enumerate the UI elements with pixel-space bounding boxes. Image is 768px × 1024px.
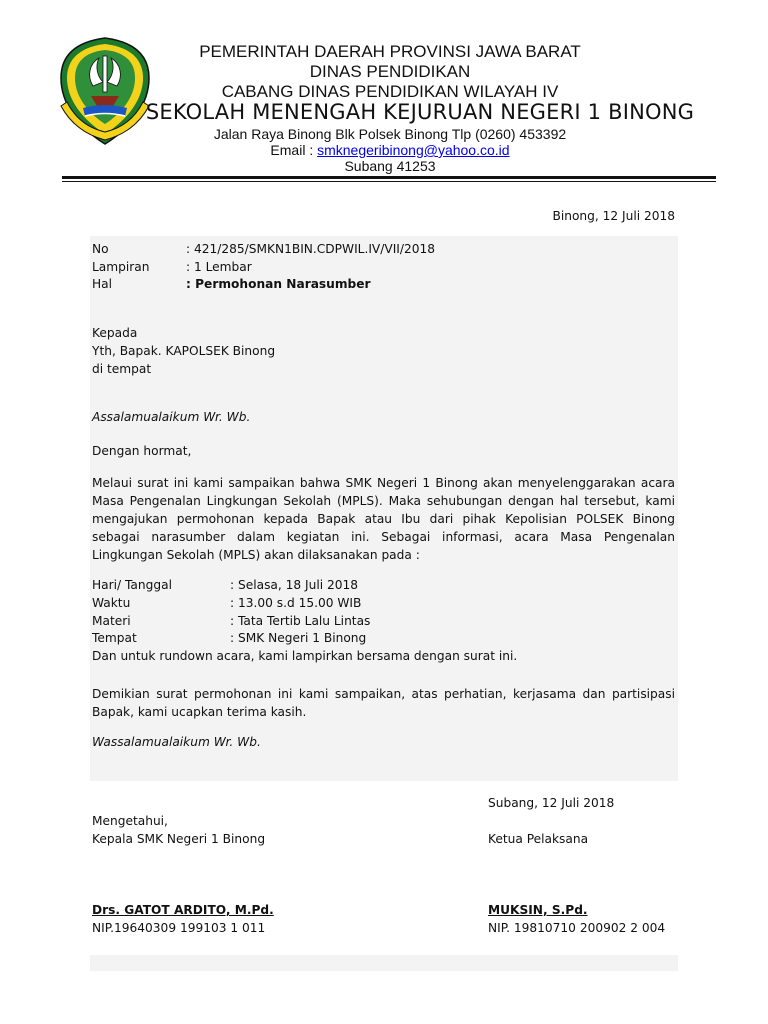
opening-salutation: Assalamualaikum Wr. Wb. bbox=[92, 410, 251, 424]
email-label: Email : bbox=[270, 142, 318, 158]
meta-subject-label: Hal bbox=[92, 277, 113, 291]
detail-time-value: : 13.00 s.d 15.00 WIB bbox=[230, 596, 362, 610]
paragraph-1-line-5: Lingkungan Sekolah (MPLS) akan dilaksanakan pada : bbox=[92, 548, 420, 562]
recipient-line-3: di tempat bbox=[92, 362, 152, 376]
signature-left-title-1: Mengetahui, bbox=[92, 814, 168, 828]
letterhead-postal: Subang 41253 bbox=[344, 158, 436, 174]
letterhead-address: Jalan Raya Binong Blk Polsek Binong Tlp (0260) 453392 bbox=[213, 126, 567, 142]
paragraph-1-line-4: sebagai narasumber dalam kegiatan ini. Sebagai informasi, acara Masa Pengenalan bbox=[92, 530, 675, 544]
email-link[interactable]: smknegeribinong@yahoo.co.id bbox=[317, 142, 510, 158]
detail-date-label: Hari/ Tanggal bbox=[92, 578, 172, 592]
closing-salutation: Wassalamualaikum Wr. Wb. bbox=[92, 735, 261, 749]
letter-date: Binong, 12 Juli 2018 bbox=[552, 209, 675, 223]
rundown-note: Dan untuk rundown acara, kami lampirkan bersama dengan surat ini. bbox=[92, 649, 518, 663]
detail-place-label: Tempat bbox=[92, 631, 137, 645]
letterhead-branch: CABANG DINAS PENDIDIKAN WILAYAH IV bbox=[221, 82, 559, 101]
letterhead-school-name: SEKOLAH MENENGAH KEJURUAN NEGERI 1 BINONG bbox=[145, 100, 695, 124]
greeting: Dengan hormat, bbox=[92, 444, 192, 458]
closing-paragraph-line-1: Demikian surat permohonan ini kami sampaikan, atas perhatian, kerjasama dan partisipasi bbox=[92, 687, 675, 701]
closing-paragraph-line-2: Bapak, kami ucapkan terima kasih. bbox=[92, 705, 307, 719]
west-java-emblem-logo bbox=[55, 36, 155, 148]
signature-right-date: Subang, 12 Juli 2018 bbox=[488, 796, 615, 810]
meta-subject-value: : Permohonan Narasumber bbox=[186, 277, 371, 291]
recipient-line-2: Yth, Bapak. KAPOLSEK Binong bbox=[92, 344, 276, 358]
signature-right-title: Ketua Pelaksana bbox=[488, 832, 589, 846]
footer-shade bbox=[90, 955, 678, 971]
detail-place-value: : SMK Negeri 1 Binong bbox=[230, 631, 367, 645]
signature-right-nip: NIP. 19810710 200902 2 004 bbox=[488, 921, 666, 935]
signature-right-name: MUKSIN, S.Pd. bbox=[488, 903, 588, 917]
detail-date-value: : Selasa, 18 Juli 2018 bbox=[230, 578, 358, 592]
recipient-line-1: Kepada bbox=[92, 326, 138, 340]
meta-attachment-label: Lampiran bbox=[92, 260, 150, 274]
letterhead-rule-thin bbox=[62, 181, 716, 182]
letterhead-email-line bbox=[180, 143, 600, 157]
meta-no-value: : 421/285/SMKN1BIN.CDPWIL.IV/VII/2018 bbox=[186, 242, 436, 256]
letterhead-rule-thick bbox=[62, 176, 716, 179]
signature-left-title-2: Kepala SMK Negeri 1 Binong bbox=[92, 832, 266, 846]
paragraph-1-line-2: Masa Pengenalan Lingkungan Sekolah (MPLS). Maka sehubungan dengan hal tersebut, kami bbox=[92, 494, 675, 508]
paragraph-1-line-3: mengajukan permohonan kepada Bapak atau Ibu dari pihak Kepolisian POLSEK Binong bbox=[92, 512, 675, 526]
paragraph-1-line-1: Melaui surat ini kami sampaikan bahwa SMK Negeri 1 Binong akan menyelenggarakan acara bbox=[92, 476, 675, 490]
detail-topic-label: Materi bbox=[92, 614, 131, 628]
detail-time-label: Waktu bbox=[92, 596, 131, 610]
signature-left-name: Drs. GATOT ARDITO, M.Pd. bbox=[92, 903, 274, 917]
detail-topic-value: : Tata Tertib Lalu Lintas bbox=[230, 614, 371, 628]
letterhead-government: PEMERINTAH DAERAH PROVINSI JAWA BARAT bbox=[199, 42, 581, 61]
meta-attachment-value: : 1 Lembar bbox=[186, 260, 252, 274]
signature-left-nip: NIP.19640309 199103 1 011 bbox=[92, 921, 266, 935]
letterhead-department: DINAS PENDIDIKAN bbox=[309, 62, 471, 81]
meta-no-label: No bbox=[92, 242, 109, 256]
